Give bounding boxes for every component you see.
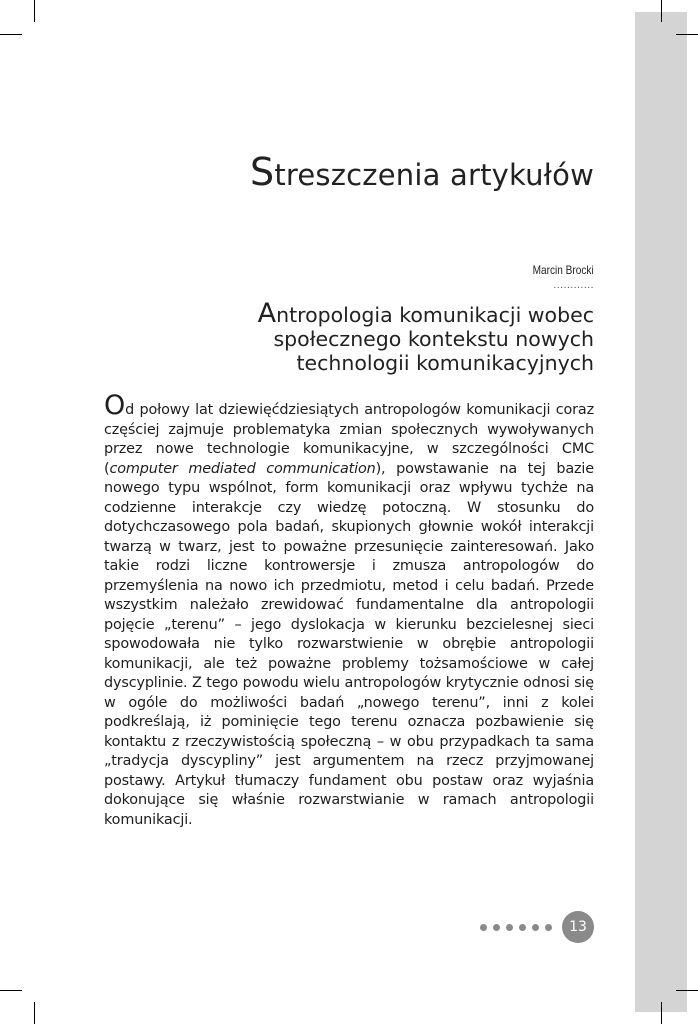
- side-margin-band: [635, 12, 687, 1012]
- article-title-initial: A: [257, 298, 277, 329]
- article-title-line-2: społecznego kontekstu nowych: [273, 327, 594, 351]
- author-dotted-rule: ............: [553, 280, 594, 291]
- crop-mark-top-left: [34, 0, 35, 22]
- page-dot: [506, 924, 513, 931]
- crop-mark-bottom-left: [34, 1002, 35, 1024]
- abstract-text-part-2: ), powstawanie na tej bazie nowego typu wspólnot, form komunikacji oraz wpływu tychże na codzienne interakcje czy wiedzę potoczną. W stosunku do dotychczasowego pola badań, skupionych głownie wokół interakcji twarzą w twarz, jest to poważne przesunięcie zainteresowań. Jako takie rodzi liczne kontrowersje i zmusza antropologów do przemyślenia na nowo ich przedmiotu, metod i celu badań. Przede wszystkim należało zrewidować fundamentalne dla antropologii pojęcie „terenu” – jego dyslokacja w kierunku bezcielesnej sieci spowodowała nie tylko rozwarstwienie w obrębie antropologii komunikacji, ale też poważne problemy tożsamościowe w całej dyscyplinie. Z tego powodu wielu antropologów krytycznie odnosi się w ogóle do możliwości badań „nowego terenu”, inni z kolei podkreślają, iż pominięcie tego terenu oznacza pozbawienie się kontaktu z rzeczywistością społeczną – w obu przypadkach ta sama „tradycja dyscypliny” jest argumentem na rzecz przyjmowanej postawy. Artykuł tłumaczy fundament obu postaw oraz wyjaśnia dokonujące się właśnie rozwarstwianie w ramach antropologii komunikacji.: [104, 460, 594, 828]
- author-name: Marcin Brocki: [532, 263, 594, 277]
- crop-mark-bottom-left-horizontal: [0, 990, 22, 991]
- page-number-badge: 13: [562, 911, 594, 943]
- article-title-line-1: ntropologia komunikacji wobec: [276, 303, 594, 327]
- abstract-paragraph: [104, 390, 594, 830]
- section-title-initial: S: [249, 150, 275, 194]
- page-dot: [480, 924, 487, 931]
- page-dot: [493, 924, 500, 931]
- crop-mark-top-left-horizontal: [0, 34, 22, 35]
- abstract-initial: O: [104, 390, 126, 421]
- article-title: [194, 298, 594, 375]
- crop-mark-top-right-horizontal: [676, 34, 698, 35]
- page-dot: [519, 924, 526, 931]
- page-dot: [532, 924, 539, 931]
- crop-mark-bottom-right: [661, 1002, 662, 1024]
- section-title-text: treszczenia artykułów: [274, 158, 594, 192]
- crop-mark-top-right: [661, 0, 662, 22]
- crop-mark-bottom-right-horizontal: [676, 990, 698, 991]
- section-title: [250, 150, 594, 194]
- abstract-italic-term: computer mediated communication: [109, 460, 376, 477]
- page-dots: [480, 924, 552, 931]
- article-title-line-3: technologii komunikacyjnych: [296, 351, 594, 375]
- abstract-text-part-1: d połowy lat dziewięćdziesiątych antropologów komunikacji coraz częściej zajmuje problematyka zmian społecznych wywoływanych przez nowe technologie komunikacyjne, w szczególności CMC (: [104, 402, 594, 477]
- page-dot: [545, 924, 552, 931]
